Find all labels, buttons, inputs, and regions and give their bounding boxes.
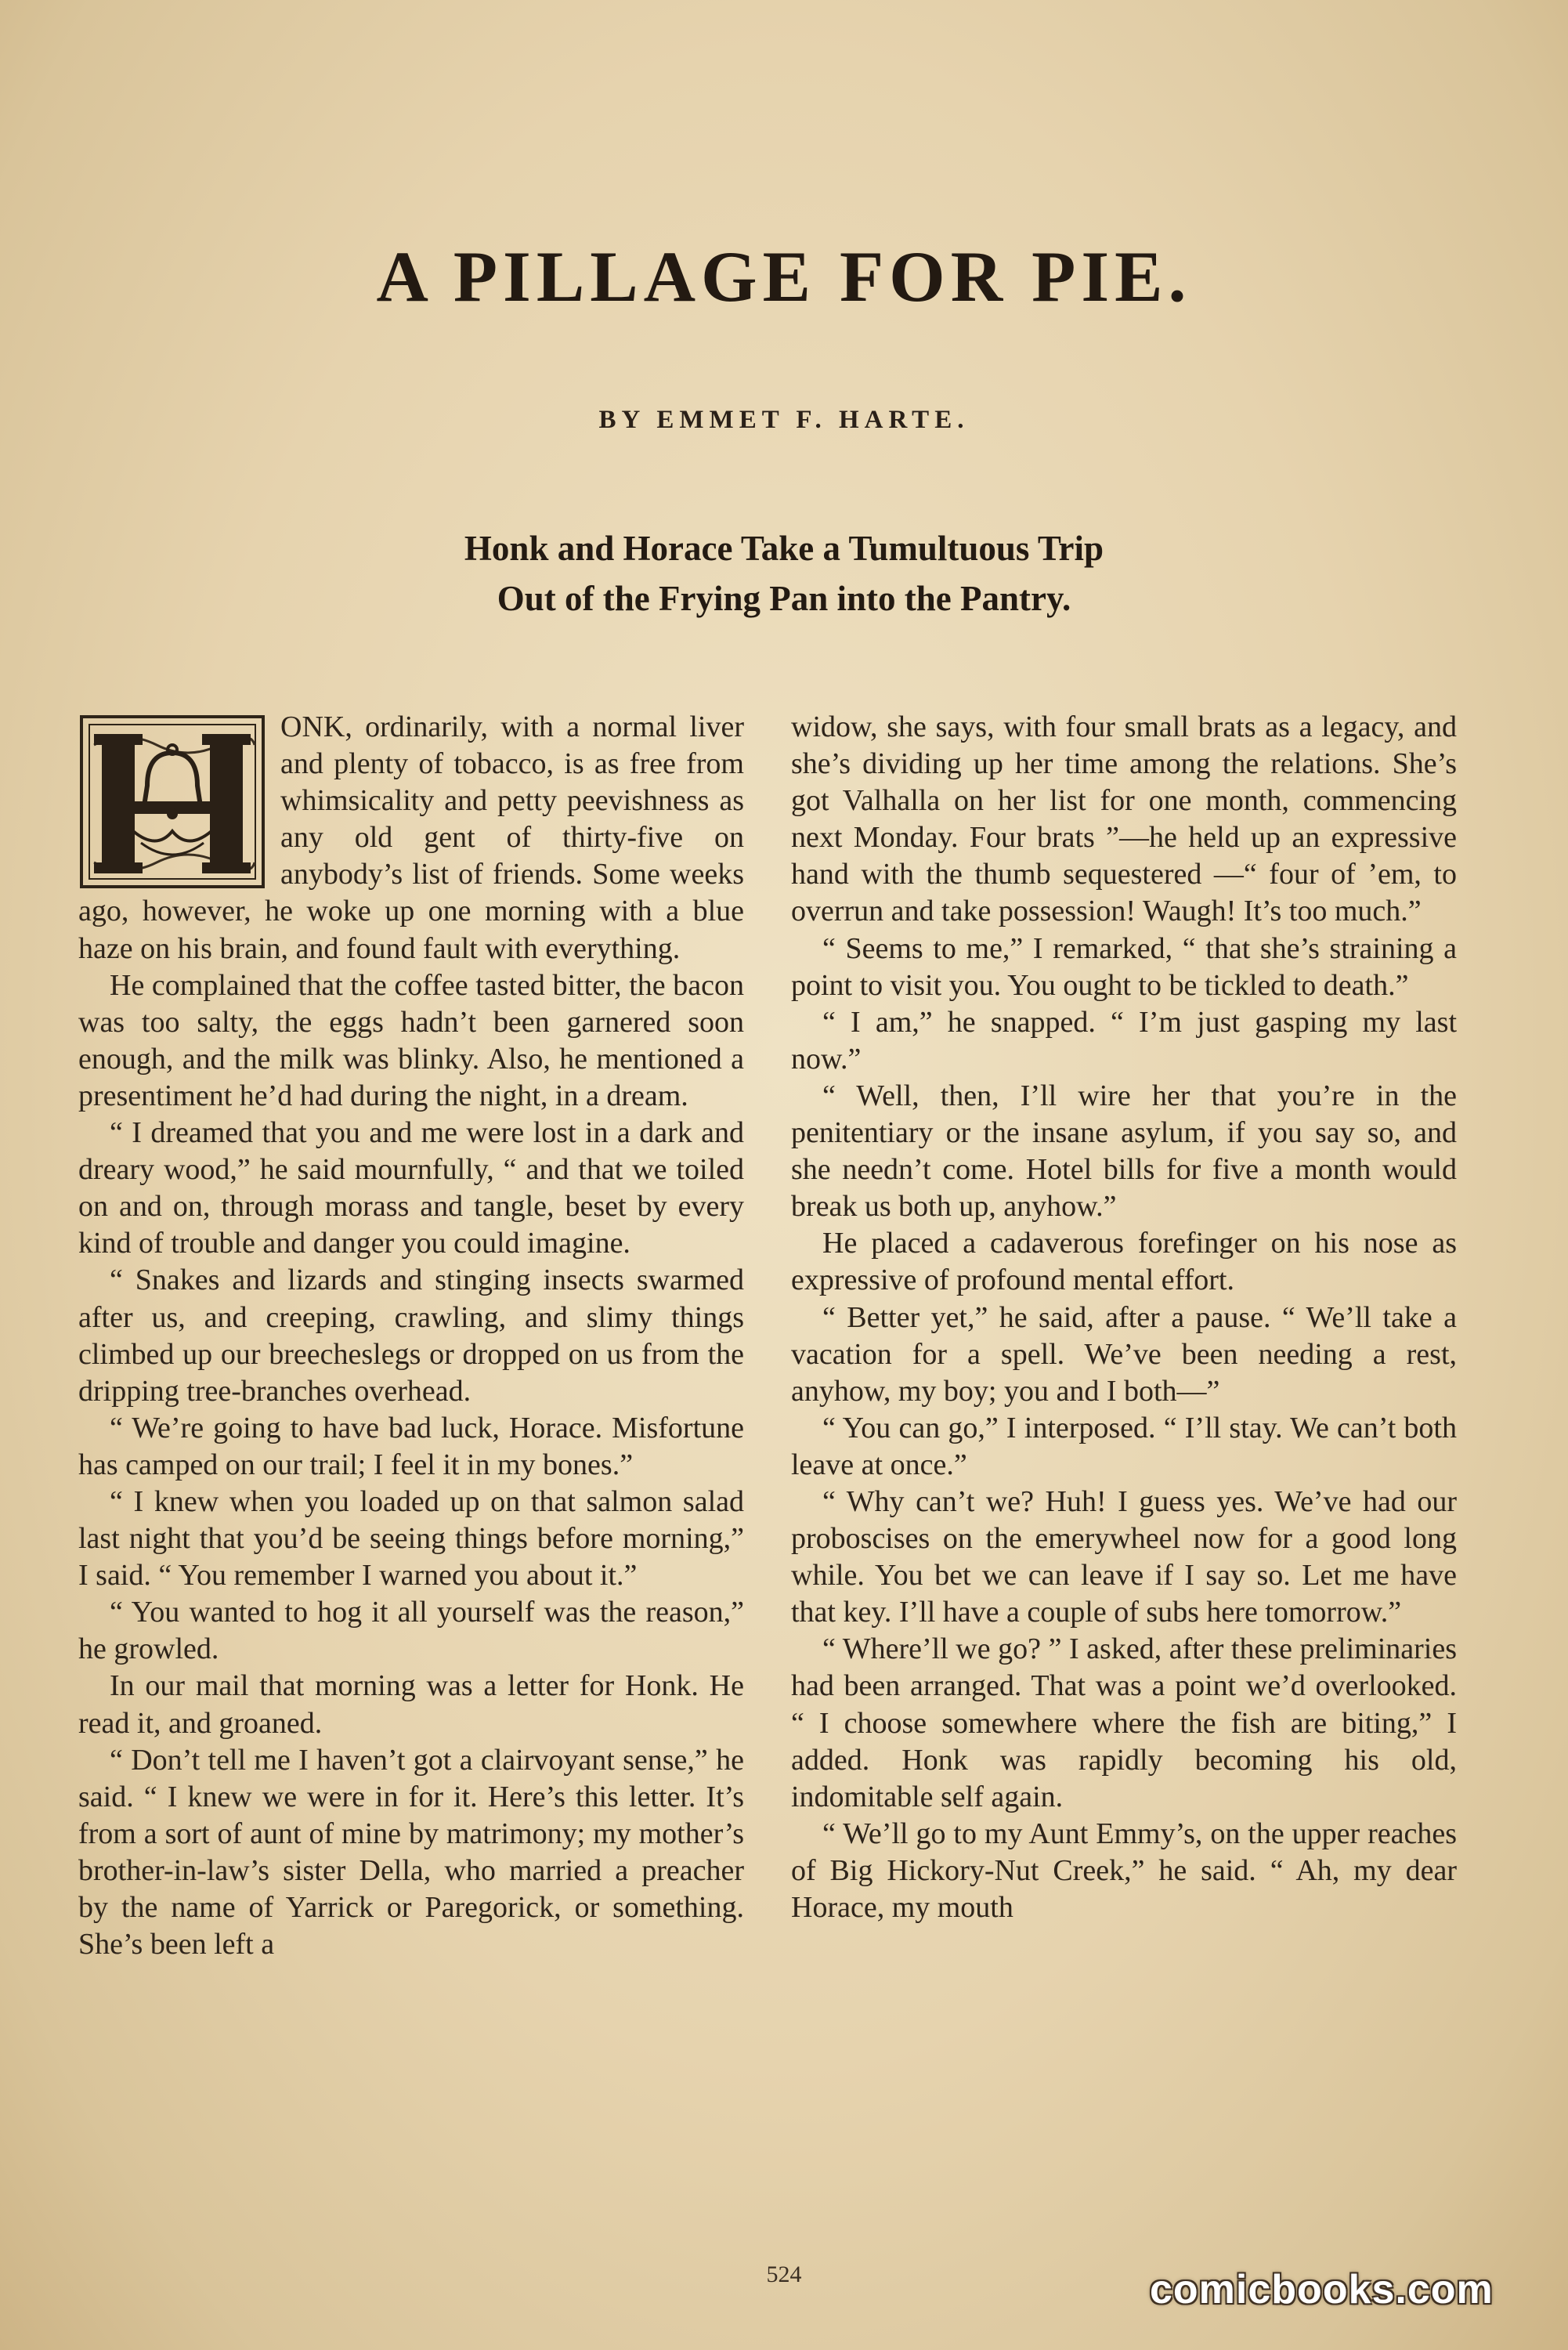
paragraph: “ We’ll go to my Aunt Emmy’s, on the upper reaches of Big Hickory-Nut Creek,” he said. “ Ah, my dear Horace, my mouth	[791, 1817, 1457, 1924]
paragraph: “ I knew when you loaded up on that salmon salad last night that you’d be seeing things before morning,” I said. “ You remember I warned you about it.”	[78, 1484, 744, 1593]
paragraph: “ We’re going to have bad luck, Horace. Misfortune has camped on our trail; I feel it in my bones.”	[78, 1411, 744, 1481]
paragraph: “ I am,” he snapped. “ I’m just gasping my last now.”	[791, 1005, 1457, 1076]
paragraph: “ Why can’t we? Huh! I guess yes. We’ve had our proboscises on the emerywheel now for a good long while. You bet we can leave if I say so. Let me have that key. I’ll have a couple of subs here tomorrow.”	[791, 1484, 1457, 1629]
subtitle-line-1: Honk and Horace Take a Tumultuous Trip	[464, 529, 1104, 568]
paragraph: “ Seems to me,” I remarked, “ that she’s straining a point to visit you. You ought to be tickled to death.”	[791, 931, 1457, 1002]
paragraph: widow, she says, with four small brats as a legacy, and she’s dividing up her time among the relations. She’s got Valhalla on her list for one month, commencing next Monday. Four brats ”—he held up an expressive hand with the thumb sequestered —“ four of ’em, to overrun and take possession! Waugh! It’s too much.”	[791, 710, 1457, 928]
paragraph: He placed a cadaverous forefinger on his nose as expressive of profound mental effort.	[791, 1227, 1457, 1297]
paragraph: “ Better yet,” he said, after a pause. “ We’ll take a vacation for a spell. We’ve been needing a rest, anyhow, my boy; you and I both—”	[791, 1300, 1457, 1408]
watermark-text: comicbooks.com	[1150, 2267, 1494, 2312]
subtitle-line-2: Out of the Frying Pan into the Pantry.	[497, 579, 1071, 618]
author-byline: BY EMMET F. HARTE.	[598, 406, 970, 434]
watermark-logo	[1150, 2266, 1541, 2323]
paragraph: “ Well, then, I’ll wire her that you’re in the penitentiary or the insane asylum, if you say so, and she needn’t come. Hotel bills for five a month would break us both up, anyhow.”	[791, 1079, 1457, 1224]
paragraph: “ I dreamed that you and me were lost in a dark and dreary wood,” he said mournfully, “ and that we toiled on and on, through morass and tangle, beset by every kind of trouble and danger you could imagine.	[78, 1116, 744, 1260]
article-title: A PILLAGE FOR PIE.	[376, 237, 1192, 316]
page-number: 524	[766, 2261, 802, 2287]
article-subtitle	[0, 523, 1568, 624]
paragraph: “ Where’ll we go? ” I asked, after these preliminaries had been arranged. That was a point we’d overlooked. “ I choose somewhere where the fish are biting,” I added. Honk was rapidly becoming his old, indomitable self again.	[791, 1632, 1457, 1813]
right-column	[791, 709, 1457, 1926]
drop-cap-h-icon	[78, 714, 266, 890]
paragraph: ONK, ordinarily, with a normal liver and plenty of tobacco, is as free from whimsicality and petty peevishness as any old gent of thirty-five on anybody’s list of friends. Some weeks ago, however, he woke up one morning with a blue haze on his brain, and found fault with everything.	[78, 710, 744, 965]
paragraph: “ You wanted to hog it all yourself was the reason,” he growled.	[78, 1596, 744, 1666]
paragraph: “ Don’t tell me I haven’t got a clairvoyant sense,” he said. “ I knew we were in for it. Here’s this letter. It’s from a sort of aunt of mine by matrimony; my mother’s brother-in-law’s sister Della, who married a preacher by the name of Yarrick or Paregorick, or something. She’s been left a	[78, 1743, 744, 1961]
paragraph: He complained that the coffee tasted bitter, the bacon was too salty, the eggs hadn’t been garnered soon enough, and the milk was blinky. Also, he mentioned a presentiment he’d had during the night, in a dream.	[78, 968, 744, 1112]
paragraph: “ Snakes and lizards and stinging insects swarmed after us, and creeping, crawling, and slimy things climbed up our breecheslegs or dropped on us from the dripping tree-branches overhead.	[78, 1264, 744, 1408]
paragraph: In our mail that morning was a letter for Honk. He read it, and groaned.	[78, 1669, 744, 1740]
paragraph: “ You can go,” I interposed. “ I’ll stay. We can’t both leave at once.”	[791, 1411, 1457, 1481]
left-column	[78, 709, 744, 1963]
